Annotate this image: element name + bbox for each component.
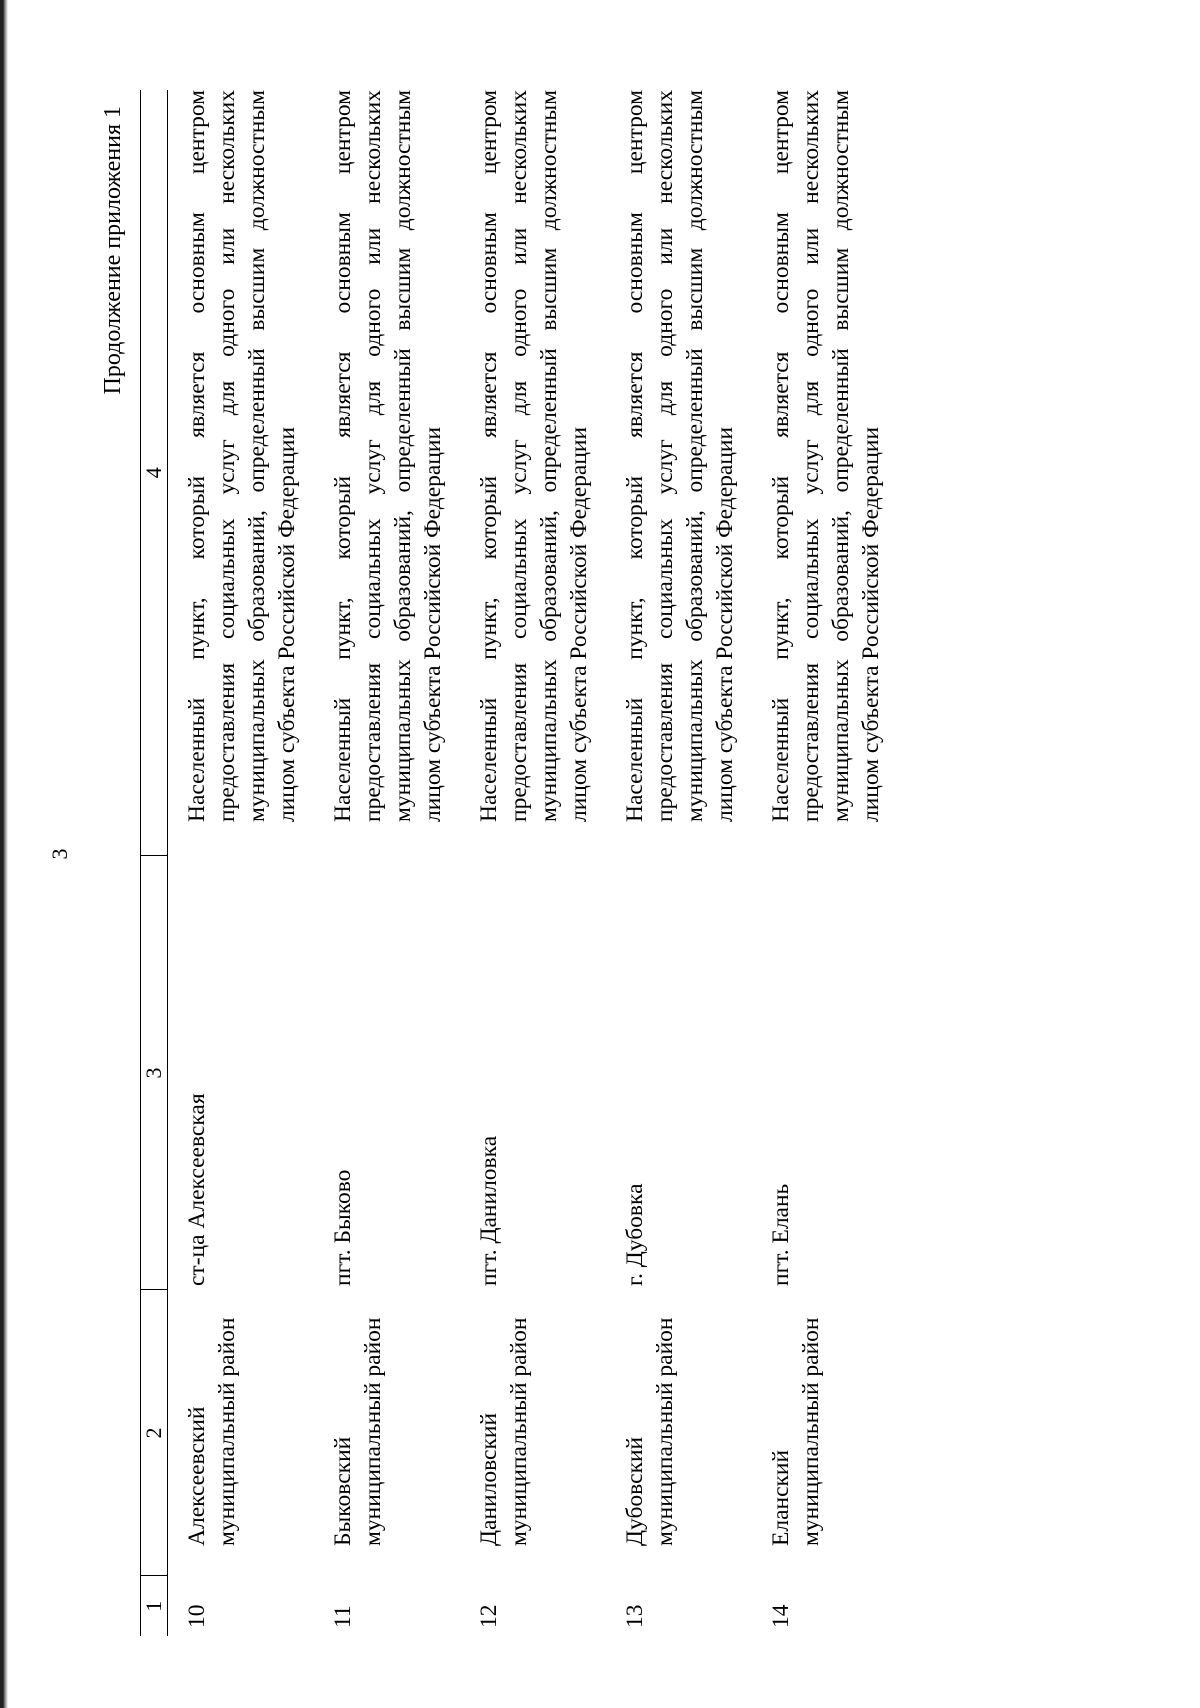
continuation-label: Продолжение приложения 1 [100, 106, 126, 395]
row-number: 13 [622, 1604, 648, 1628]
center-description: Населенный пункт, который является основным центром предоставления социальных услуг для одного или нескольких муниципальных образований, определенный высшим должностным лицом субъекта Российской Федерации [622, 90, 738, 822]
center-description: Населенный пункт, который является основным центром предоставления социальных услуг для одного или нескольких муниципальных образований, определенный высшим должностным лицом субъекта Российской Федерации [476, 90, 592, 822]
center-description: Населенный пункт, который является основным центром предоставления социальных услуг для одного или нескольких муниципальных образований, определенный высшим должностным лицом субъекта Российской Федерации [768, 90, 884, 822]
row-number: 14 [768, 1604, 794, 1628]
row-number: 11 [330, 1605, 356, 1628]
table-row [606, 90, 752, 1636]
header-col-2: 2 [141, 1290, 168, 1576]
table-row [460, 90, 606, 1636]
center-name: пгт. Быково [330, 1169, 356, 1286]
table-row [314, 90, 460, 1636]
center-name: пгт. Елань [768, 1183, 794, 1286]
row-number: 10 [184, 1604, 210, 1628]
page-number: 3 [47, 848, 72, 860]
rotated-page [0, 78, 1060, 1658]
district-name: Дубовский муниципальный район [622, 1317, 678, 1546]
district-name: Даниловский муниципальный район [476, 1317, 532, 1546]
center-description: Населенный пункт, который является основным центром предоставления социальных услуг для одного или нескольких муниципальных образований, определенный высшим должностным лицом субъекта Российской Федерации [184, 90, 300, 822]
center-name: ст-ца Алексеевская [184, 1093, 210, 1286]
table-row [752, 90, 898, 1636]
header-col-1: 1 [141, 1576, 168, 1636]
row-number: 12 [476, 1604, 502, 1628]
center-name: г. Дубовка [622, 1183, 648, 1286]
table-header-row [141, 90, 168, 1636]
header-col-3: 3 [141, 856, 168, 1290]
table-row [168, 90, 315, 1636]
header-col-4: 4 [141, 90, 168, 856]
district-name: Быковский муниципальный район [330, 1317, 386, 1546]
district-name: Еланский муниципальный район [768, 1317, 824, 1546]
appendix-table [140, 90, 898, 1636]
center-description: Населенный пункт, который является основным центром предоставления социальных услуг для одного или нескольких муниципальных образований, определенный высшим должностным лицом субъекта Российской Федерации [330, 90, 446, 822]
center-name: пгт. Даниловка [476, 1135, 502, 1286]
district-name: Алексеевский муниципальный район [184, 1317, 240, 1546]
